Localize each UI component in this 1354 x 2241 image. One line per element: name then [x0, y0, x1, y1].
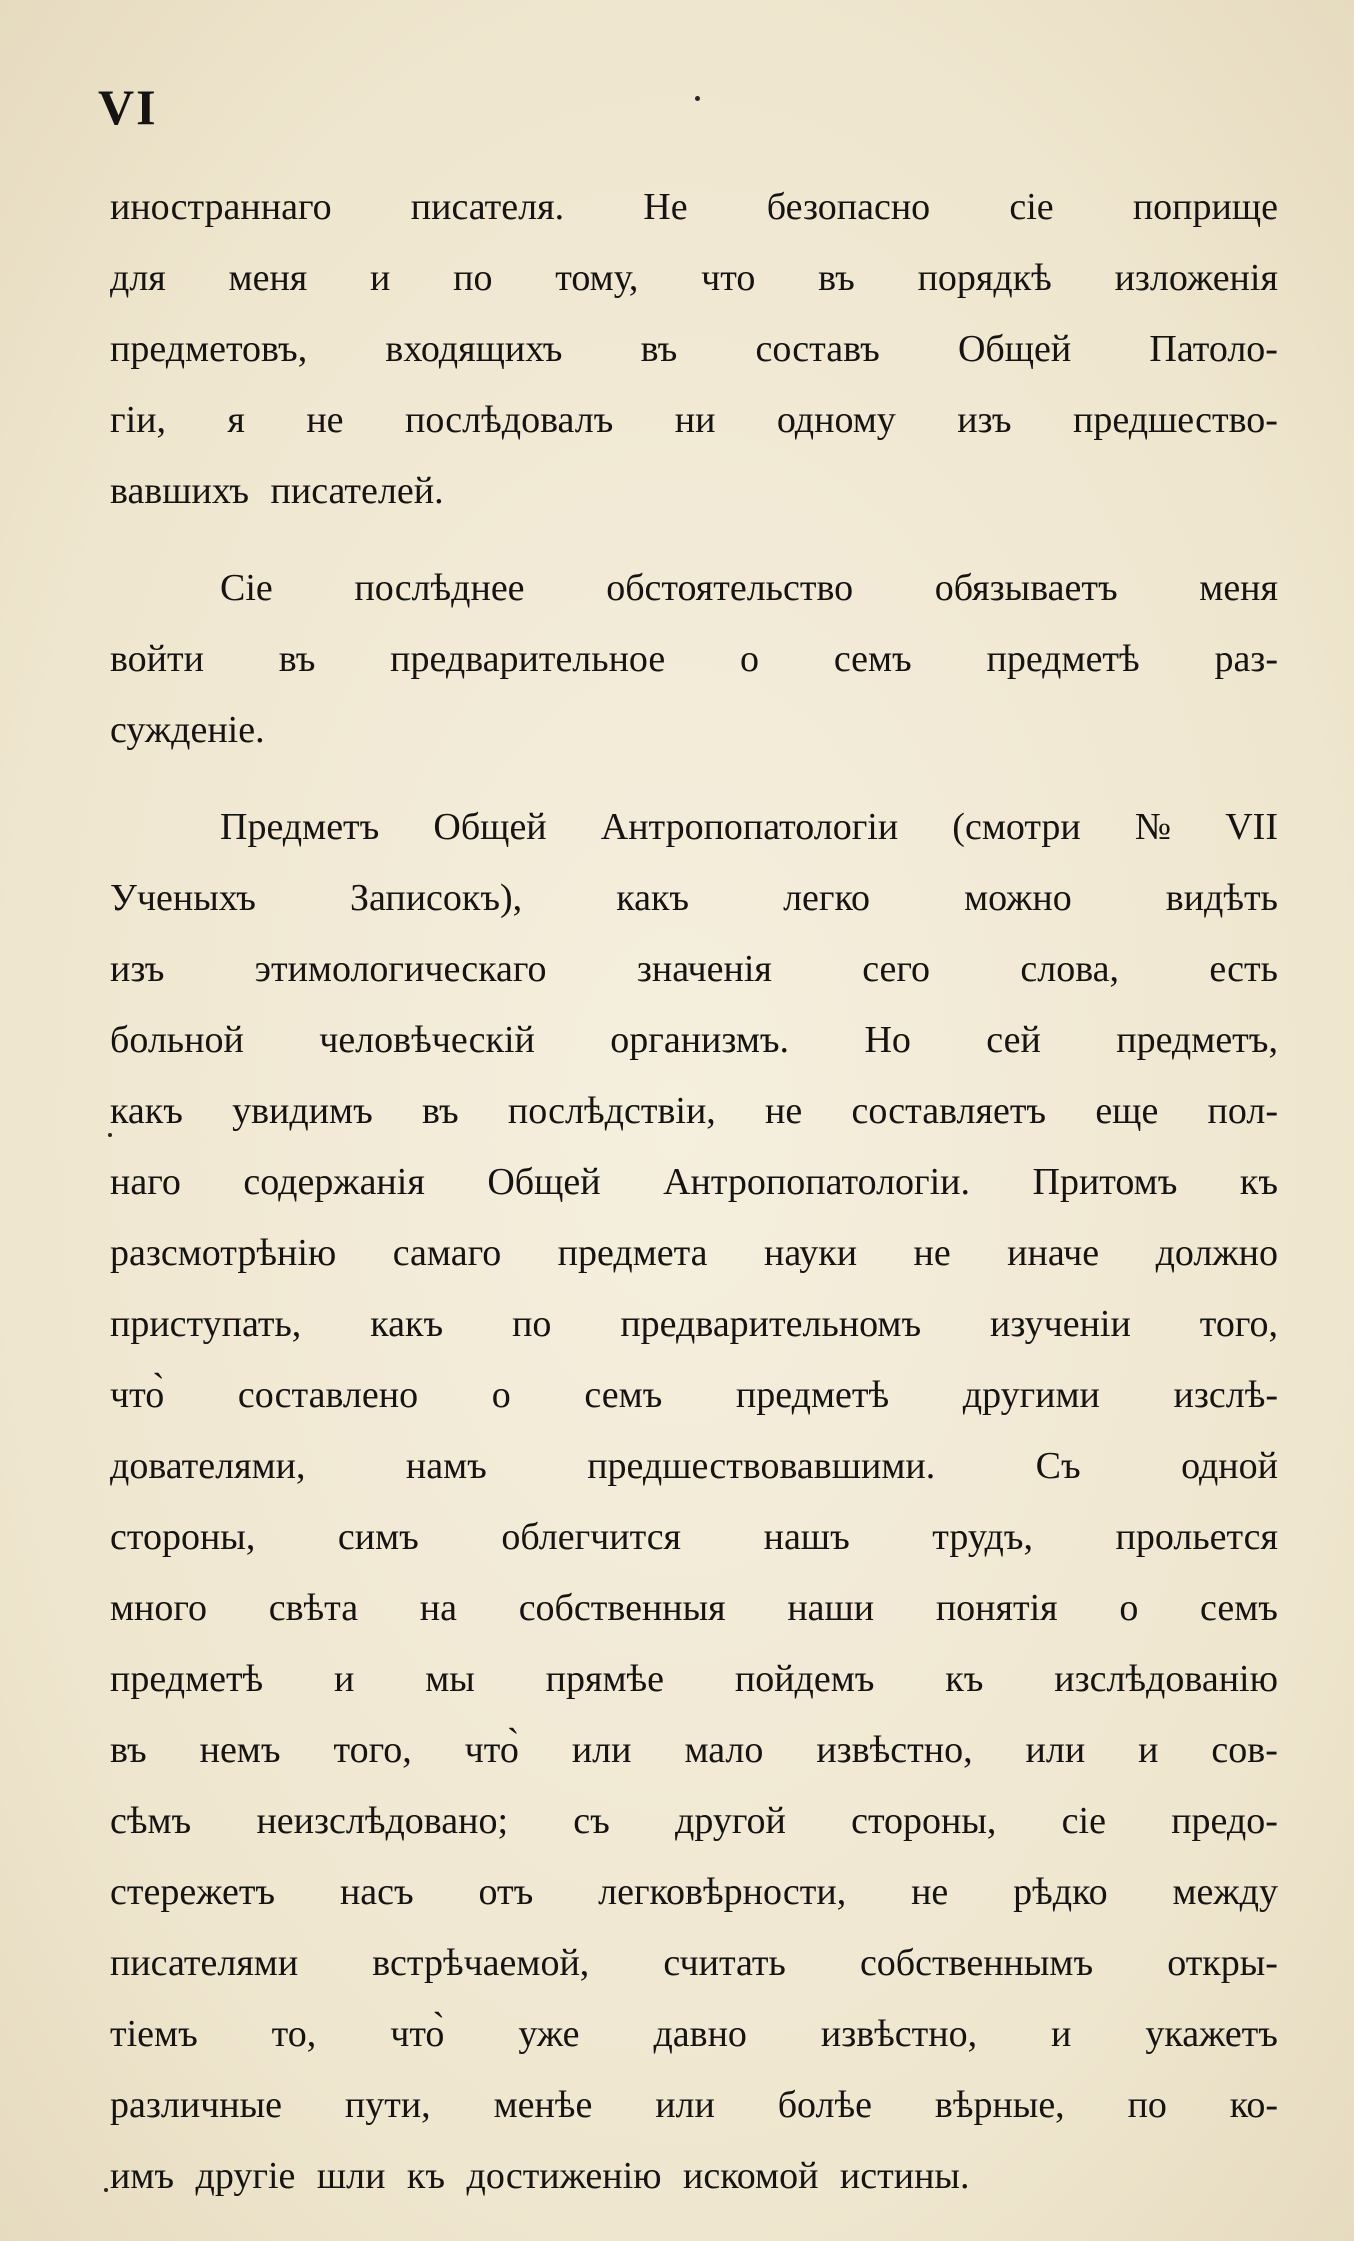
word: сей: [986, 1019, 1041, 1061]
word: составъ: [755, 328, 880, 370]
word: прольется: [1115, 1516, 1278, 1558]
text-line: вавшихъ писателей.: [110, 470, 444, 512]
word: раз-: [1214, 638, 1278, 680]
word: къ: [1239, 1161, 1278, 1203]
text-line: [110, 1644, 1278, 1715]
word: по: [512, 1303, 552, 1345]
text-line: сужденіе.: [110, 709, 265, 751]
text-line: [110, 1786, 1278, 1857]
word: видѣть: [1165, 877, 1278, 919]
word: предшество-: [1073, 399, 1278, 441]
body-text: [110, 172, 1278, 2212]
word: то,: [271, 2013, 317, 2055]
word: на: [419, 1587, 457, 1629]
word: симъ: [337, 1516, 419, 1558]
word: приступать,: [110, 1303, 302, 1345]
word: уже: [518, 2013, 580, 2055]
word: стороны,: [851, 1800, 997, 1842]
word: какъ: [616, 877, 690, 919]
word: и: [1138, 1729, 1159, 1771]
word: семъ: [584, 1374, 663, 1416]
word: что̀: [110, 1374, 165, 1416]
word: Патоло-: [1149, 328, 1278, 370]
word: о: [740, 638, 760, 680]
word: встрѣчаемой,: [372, 1942, 590, 1984]
text-line: [110, 1218, 1278, 1289]
word: тому,: [555, 257, 639, 299]
word: рѣдко: [1013, 1871, 1108, 1913]
word: другими: [962, 1374, 1100, 1416]
word: послѣднее: [354, 567, 525, 609]
word: укажетъ: [1145, 2013, 1278, 2055]
word: Сіе: [220, 567, 273, 609]
word: содержанія: [243, 1161, 425, 1203]
word: предмета: [557, 1232, 708, 1274]
word: изъ: [957, 399, 1012, 441]
word: стережетъ: [110, 1871, 276, 1913]
word: не: [911, 1871, 949, 1913]
word: къ: [945, 1658, 984, 1700]
word: собственнымъ: [859, 1942, 1094, 1984]
word: Не: [643, 186, 688, 228]
word: разсмотрѣнію: [110, 1232, 337, 1274]
word: мы: [425, 1658, 475, 1700]
word: наго: [110, 1161, 181, 1203]
word: Притомъ: [1032, 1161, 1178, 1203]
word: послѣдствіи,: [507, 1090, 716, 1132]
word: науки: [763, 1232, 858, 1274]
word: прямѣе: [545, 1658, 665, 1700]
word: или: [571, 1729, 632, 1771]
word: больной: [110, 1019, 244, 1061]
word: поприще: [1132, 186, 1278, 228]
word: предо-: [1171, 1800, 1278, 1842]
word: мало: [684, 1729, 764, 1771]
word: въ: [818, 257, 855, 299]
word: иначе: [1007, 1232, 1100, 1274]
word: Но: [864, 1019, 911, 1061]
word: обязываетъ: [934, 567, 1118, 609]
word: Антропопатологіи.: [663, 1161, 971, 1203]
word: считать: [663, 1942, 786, 1984]
word: (смотри: [952, 806, 1081, 848]
word: можно: [964, 877, 1072, 919]
word: Антропопатологіи: [600, 806, 899, 848]
word: увидимъ: [232, 1090, 373, 1132]
word: дователями,: [110, 1445, 306, 1487]
word: меня: [228, 257, 308, 299]
text-line: [110, 243, 1278, 314]
text-line: [110, 934, 1278, 1005]
text-line: [110, 2070, 1278, 2141]
word: извѣстно,: [816, 1729, 973, 1771]
word: составлено: [237, 1374, 419, 1416]
text-line: [110, 1289, 1278, 1360]
paragraph-gap: [110, 527, 1278, 553]
word: легковѣрности,: [598, 1871, 847, 1913]
word: много: [110, 1587, 208, 1629]
word: послѣдовалъ: [404, 399, 614, 441]
word: насъ: [339, 1871, 414, 1913]
text-line: [110, 172, 1278, 243]
word: предметѣ: [110, 1658, 264, 1700]
word: немъ: [199, 1729, 281, 1771]
word: Съ: [1035, 1445, 1081, 1487]
word: по: [453, 257, 493, 299]
word: должно: [1155, 1232, 1278, 1274]
word: облегчится: [501, 1516, 682, 1558]
word: предметовъ,: [110, 328, 308, 370]
text-line: [110, 314, 1278, 385]
text-line: [110, 1076, 1278, 1147]
word: болѣе: [777, 2084, 872, 2126]
word: и: [334, 1658, 355, 1700]
word: понятія: [935, 1587, 1058, 1629]
word: №: [1134, 806, 1172, 848]
word: пойдемъ: [734, 1658, 875, 1700]
word: Записокъ),: [349, 877, 523, 919]
word: въ: [278, 638, 316, 680]
word: неизслѣдовано;: [256, 1800, 508, 1842]
word: сего: [862, 948, 931, 990]
word: и: [1051, 2013, 1072, 2055]
word: организмъ.: [610, 1019, 790, 1061]
text-line: [110, 1147, 1278, 1218]
text-line: [110, 863, 1278, 934]
word: не: [913, 1232, 951, 1274]
word: изслѣ-: [1173, 1374, 1278, 1416]
text-line: имъ другіе шли къ достиженію искомой истины.: [110, 2155, 970, 2197]
word: другой: [675, 1800, 786, 1842]
word: писателями: [110, 1942, 299, 1984]
word: пол-: [1207, 1090, 1278, 1132]
word: отъ: [478, 1871, 534, 1913]
word: свѣта: [268, 1587, 359, 1629]
text-line: [110, 1431, 1278, 1502]
word: намъ: [405, 1445, 487, 1487]
word: порядкѣ: [917, 257, 1052, 299]
word: я: [227, 399, 245, 441]
word: семъ: [1200, 1587, 1278, 1629]
word: въ: [640, 328, 678, 370]
word: о: [491, 1374, 511, 1416]
word: изслѣдованію: [1054, 1658, 1278, 1700]
word: предварительномъ: [620, 1303, 922, 1345]
word: изложенія: [1114, 257, 1278, 299]
word: какъ: [370, 1303, 444, 1345]
word: меня: [1199, 567, 1278, 609]
word: сіе: [1009, 186, 1054, 228]
word: давно: [653, 2013, 747, 2055]
word: тіемъ: [110, 2013, 198, 2055]
word: безопасно: [766, 186, 931, 228]
word: что̀: [390, 2013, 445, 2055]
page-number: VI: [98, 79, 158, 135]
word: предварительное: [390, 638, 666, 680]
text-line: [110, 1360, 1278, 1431]
word: трудъ,: [932, 1516, 1033, 1558]
word: одному: [776, 399, 896, 441]
text-line: [110, 1715, 1278, 1786]
word: менѣе: [493, 2084, 593, 2126]
text-line: [110, 1005, 1278, 1076]
word: Общей: [433, 806, 547, 848]
word: различные: [110, 2084, 283, 2126]
word: не: [306, 399, 344, 441]
word: изъ: [110, 948, 165, 990]
word: изученіи: [990, 1303, 1131, 1345]
word: сѣмъ: [110, 1800, 192, 1842]
word: предметъ,: [1116, 1019, 1278, 1061]
word: сов-: [1211, 1729, 1278, 1771]
word: о: [1119, 1587, 1139, 1629]
paper-speck: [104, 2188, 108, 2192]
word: собственныя: [518, 1587, 726, 1629]
word: VII: [1225, 806, 1278, 848]
word: откры-: [1167, 1942, 1278, 1984]
word: какъ: [110, 1090, 183, 1132]
word: составляетъ: [851, 1090, 1047, 1132]
text-line: [110, 1857, 1278, 1928]
text-line: [110, 1573, 1278, 1644]
word: или: [1025, 1729, 1086, 1771]
word: ко-: [1229, 2084, 1278, 2126]
paragraph-gap: [110, 766, 1278, 792]
word: въ: [422, 1090, 459, 1132]
word: предметѣ: [735, 1374, 890, 1416]
word: пути,: [344, 2084, 431, 2126]
word: легко: [783, 877, 871, 919]
word: иностраннаго: [110, 186, 332, 228]
word: обстоятельство: [606, 567, 854, 609]
word: писателя.: [410, 186, 565, 228]
text-line: [110, 553, 1278, 624]
word: того,: [333, 1729, 412, 1771]
text-line: [110, 1999, 1278, 2070]
word: по: [1127, 2084, 1167, 2126]
word: одной: [1181, 1445, 1278, 1487]
word: слова,: [1020, 948, 1120, 990]
word: Общей: [957, 328, 1072, 370]
word: самаго: [392, 1232, 502, 1274]
word: значенія: [636, 948, 772, 990]
word: извѣстно,: [820, 2013, 978, 2055]
word: предшествовавшими.: [587, 1445, 936, 1487]
word: или: [655, 2084, 715, 2126]
word: войти: [110, 638, 204, 680]
word: между: [1172, 1871, 1278, 1913]
text-line: [110, 1502, 1278, 1573]
word: въ: [110, 1729, 147, 1771]
word: семъ: [833, 638, 912, 680]
word: этимологическаго: [254, 948, 547, 990]
word: ни: [674, 399, 716, 441]
word: еще: [1095, 1090, 1159, 1132]
paper-speck: [695, 96, 700, 101]
text-line: [110, 385, 1278, 456]
word: что: [701, 257, 756, 299]
word: нашъ: [763, 1516, 850, 1558]
word: не: [765, 1090, 803, 1132]
word: что̀: [464, 1729, 519, 1771]
word: наши: [787, 1587, 875, 1629]
word: для: [110, 257, 166, 299]
text-line: [110, 792, 1278, 863]
word: Предметъ: [220, 806, 380, 848]
word: того,: [1199, 1303, 1278, 1345]
text-line: [110, 624, 1278, 695]
word: сіе: [1061, 1800, 1106, 1842]
word: человѣческій: [319, 1019, 535, 1061]
word: предметѣ: [986, 638, 1140, 680]
word: и: [370, 257, 391, 299]
word: вѣрные,: [934, 2084, 1065, 2126]
word: гіи,: [110, 399, 166, 441]
word: съ: [573, 1800, 610, 1842]
word: Общей: [487, 1161, 601, 1203]
word: есть: [1209, 948, 1278, 990]
word: стороны,: [110, 1516, 256, 1558]
word: входящихъ: [385, 328, 563, 370]
text-line: [110, 1928, 1278, 1999]
word: Ученыхъ: [110, 877, 256, 919]
